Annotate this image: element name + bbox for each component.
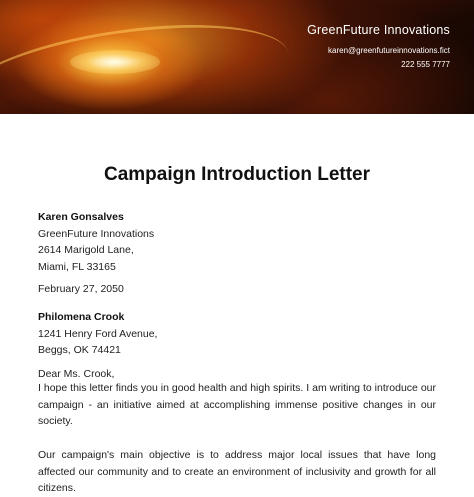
recipient-city: Beggs, OK 74421: [38, 344, 121, 356]
letter-date: February 27, 2050: [38, 283, 124, 295]
sender-block: [38, 209, 154, 275]
date-block: [38, 281, 124, 298]
company-email[interactable]: karen@greenfutureinnovations.fict: [328, 46, 450, 55]
sender-street: 2614 Marigold Lane,: [38, 244, 134, 256]
paragraph-intro: I hope this letter finds you in good health and high spirits. I am writing to introduce our campaign - an initiative aimed at accomplishing immense positive changes in our society.: [38, 382, 436, 427]
letter-title: Campaign Introduction Letter: [104, 164, 370, 185]
recipient-name: Philomena Crook: [38, 311, 125, 323]
recipient-block: [38, 309, 157, 359]
banner-light-arc: [0, 7, 295, 145]
sender-city: Miami, FL 33165: [38, 260, 116, 273]
company-phone: 222 555 7777: [401, 60, 450, 69]
sender-company: GreenFuture Innovations: [38, 227, 155, 240]
salutation: Dear Ms. Crook,: [38, 368, 115, 380]
paragraph-objective: Our campaign's main objective is to address major local issues that have long affected our community and to create an environment of inclusivity and growth for all citizens.: [38, 449, 436, 494]
sender-name: Karen Gonsalves: [38, 211, 124, 223]
header-banner: [0, 0, 474, 114]
company-name: GreenFuture Innovations: [307, 23, 450, 37]
banner-light-glow: [70, 50, 160, 74]
recipient-street: 1241 Henry Ford Avenue,: [38, 327, 158, 340]
